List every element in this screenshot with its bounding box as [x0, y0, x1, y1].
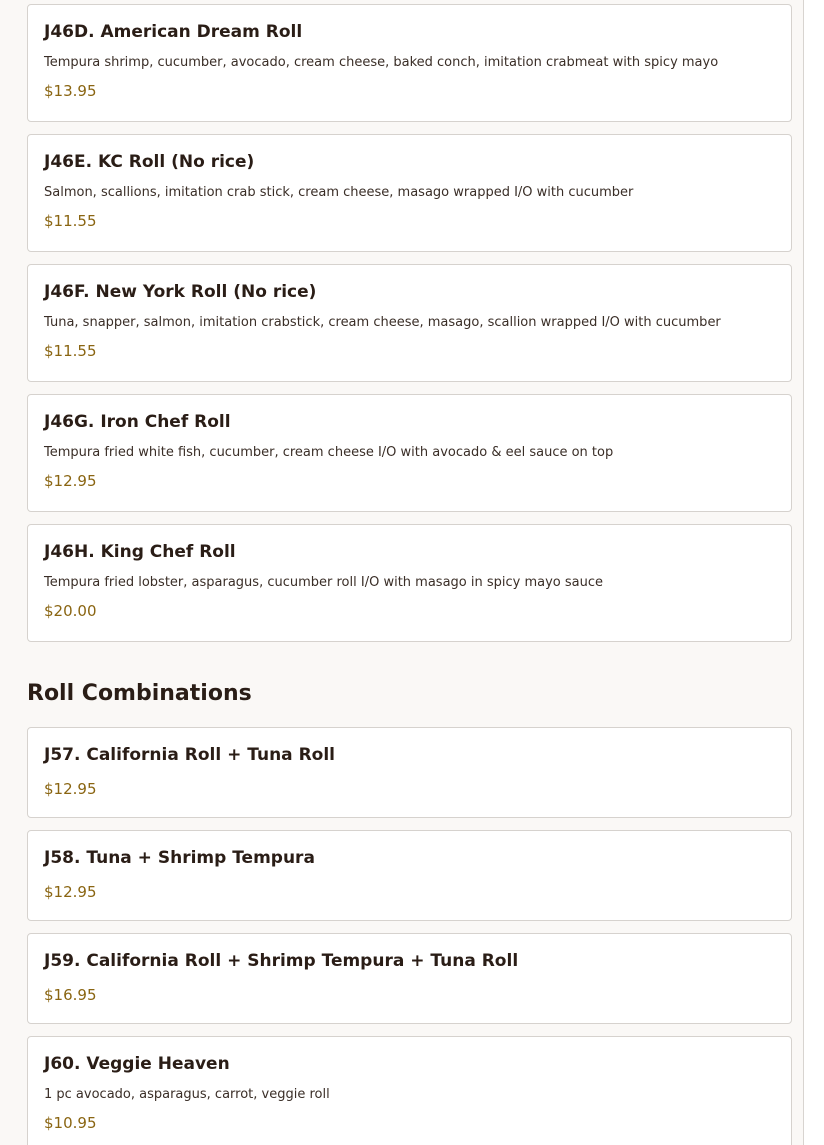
menu-item-card[interactable]: [27, 134, 792, 252]
item-price: $20.00: [44, 602, 97, 620]
item-title: J46E. KC Roll (No rice): [44, 152, 255, 172]
item-description: 1 pc avocado, asparagus, carrot, veggie roll: [44, 1087, 330, 1102]
menu-item-card[interactable]: [27, 1036, 792, 1145]
item-description: Tempura fried white fish, cucumber, cream cheese I/O with avocado & eel sauce on top: [44, 445, 614, 460]
item-title: J46H. King Chef Roll: [44, 542, 236, 562]
item-price: $16.95: [44, 986, 97, 1004]
item-title: J57. California Roll + Tuna Roll: [44, 745, 335, 765]
item-description: Tuna, snapper, salmon, imitation crabstick, cream cheese, masago, scallion wrapped I/O with cucumber: [44, 315, 721, 330]
menu-item-card[interactable]: [27, 933, 792, 1024]
menu-item-card[interactable]: [27, 830, 792, 921]
menu-item-card[interactable]: [27, 394, 792, 512]
roll-combinations-list: [27, 727, 792, 1145]
item-price: $12.95: [44, 780, 97, 798]
item-price: $11.55: [44, 212, 97, 230]
item-title: J46F. New York Roll (No rice): [44, 282, 317, 302]
menu-item-card[interactable]: [27, 4, 792, 122]
item-description: Tempura fried lobster, asparagus, cucumber roll I/O with masago in spicy mayo sauce: [44, 575, 603, 590]
item-price: $12.95: [44, 472, 97, 490]
menu-item-card[interactable]: [27, 264, 792, 382]
item-title: J58. Tuna + Shrimp Tempura: [44, 848, 315, 868]
item-price: $12.95: [44, 883, 97, 901]
item-description: Salmon, scallions, imitation crab stick, cream cheese, masago wrapped I/O with cucumber: [44, 185, 634, 200]
item-price: $10.95: [44, 1114, 97, 1132]
item-title: J59. California Roll + Shrimp Tempura + Tuna Roll: [44, 951, 519, 971]
specialty-rolls-list: [27, 4, 792, 654]
item-description: Tempura shrimp, cucumber, avocado, cream cheese, baked conch, imitation crabmeat with spicy mayo: [44, 55, 719, 70]
menu-item-card[interactable]: [27, 524, 792, 642]
item-price: $13.95: [44, 82, 97, 100]
item-title: J46G. Iron Chef Roll: [44, 412, 231, 432]
section-heading-roll-combinations: Roll Combinations: [27, 681, 252, 706]
item-price: $11.55: [44, 342, 97, 360]
menu-item-card[interactable]: [27, 727, 792, 818]
item-title: J60. Veggie Heaven: [44, 1054, 230, 1074]
item-title: J46D. American Dream Roll: [44, 22, 303, 42]
